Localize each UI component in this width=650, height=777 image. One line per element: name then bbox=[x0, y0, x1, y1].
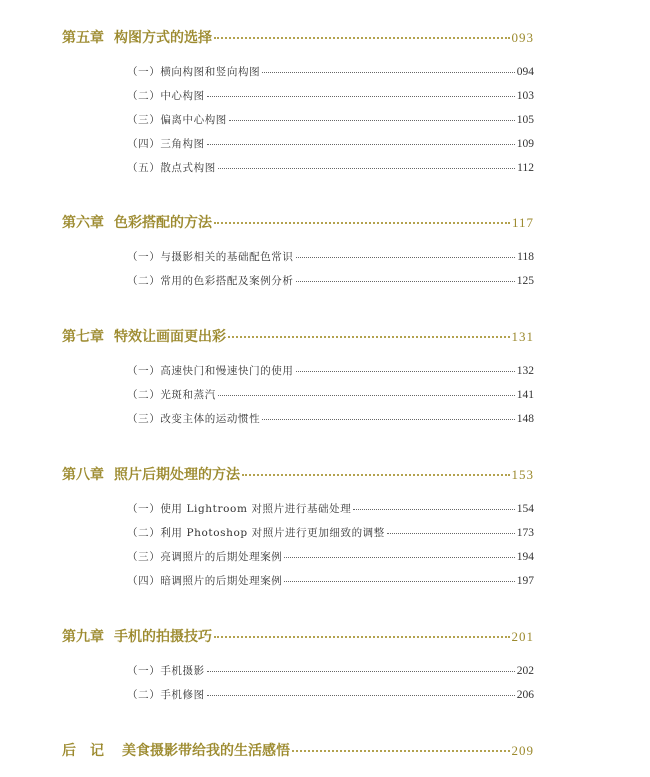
dot-leader bbox=[353, 508, 514, 510]
section-page-number: 118 bbox=[517, 251, 534, 263]
dot-leader bbox=[284, 556, 514, 558]
section-title: 亮调照片的后期处理案例 bbox=[160, 551, 283, 563]
chapter-label: 第五章 bbox=[62, 30, 104, 46]
section-entry[interactable] bbox=[127, 64, 534, 80]
chapter-entry-6[interactable] bbox=[62, 212, 534, 232]
chapter-page-number: 117 bbox=[511, 215, 534, 230]
section-label: （五） bbox=[127, 162, 161, 174]
dot-leader bbox=[207, 694, 515, 696]
chapter-entry-5[interactable] bbox=[62, 27, 534, 47]
section-title: 手机摄影 bbox=[160, 665, 205, 677]
section-page-number: 109 bbox=[516, 138, 534, 150]
dot-leader bbox=[207, 670, 515, 672]
section-label: （一） bbox=[127, 503, 161, 515]
section-page-number: 094 bbox=[516, 66, 534, 78]
section-label: （一） bbox=[127, 365, 161, 377]
section-page-number: 125 bbox=[516, 275, 534, 287]
section-entry[interactable] bbox=[127, 88, 534, 104]
afterword-label: 后 记 bbox=[62, 743, 104, 759]
section-entry[interactable] bbox=[127, 273, 534, 289]
section-label: （一） bbox=[127, 251, 161, 263]
section-title: 三角构图 bbox=[160, 138, 205, 150]
dot-leader bbox=[387, 532, 515, 534]
section-title: 改变主体的运动惯性 bbox=[160, 413, 261, 425]
chapter-label: 第八章 bbox=[62, 467, 104, 483]
section-entry[interactable] bbox=[127, 525, 534, 541]
dot-leader bbox=[214, 36, 510, 39]
dot-leader bbox=[296, 280, 515, 282]
chapter-title: 色彩搭配的方法 bbox=[114, 215, 212, 231]
section-title: 散点式构图 bbox=[160, 162, 216, 174]
section-page-number: 202 bbox=[516, 665, 534, 677]
section-entry[interactable] bbox=[127, 160, 534, 176]
dot-leader bbox=[296, 256, 516, 258]
dot-leader bbox=[242, 473, 510, 476]
chapter-entry-8[interactable] bbox=[62, 464, 534, 484]
section-page-number: 154 bbox=[516, 503, 534, 515]
section-title: 高速快门和慢速快门的使用 bbox=[160, 365, 294, 377]
chapter-label: 第六章 bbox=[62, 215, 104, 231]
chapter-label: 第九章 bbox=[62, 629, 104, 645]
section-title: 暗调照片的后期处理案例 bbox=[160, 575, 283, 587]
section-label: （一） bbox=[127, 66, 161, 78]
chapter-title: 构图方式的选择 bbox=[114, 30, 212, 46]
section-page-number: 148 bbox=[516, 413, 534, 425]
section-page-number: 141 bbox=[516, 389, 534, 401]
dot-leader bbox=[207, 143, 515, 145]
section-entry[interactable] bbox=[127, 411, 534, 427]
chapter-entry-9[interactable] bbox=[62, 626, 534, 646]
section-label: （四） bbox=[127, 138, 161, 150]
chapter-page-number: 131 bbox=[511, 329, 534, 344]
section-entry[interactable] bbox=[127, 663, 534, 679]
section-label: （二） bbox=[127, 275, 161, 287]
section-entry[interactable] bbox=[127, 249, 534, 265]
section-title: 利用 Photoshop 对照片进行更加细致的调整 bbox=[160, 527, 385, 539]
section-label: （二） bbox=[127, 389, 161, 401]
section-label: （三） bbox=[127, 413, 161, 425]
section-page-number: 112 bbox=[517, 162, 534, 174]
section-title: 中心构图 bbox=[160, 90, 205, 102]
chapter-entry-7[interactable] bbox=[62, 326, 534, 346]
chapter-title: 照片后期处理的方法 bbox=[114, 467, 240, 483]
section-label: （四） bbox=[127, 575, 161, 587]
section-label: （二） bbox=[127, 527, 161, 539]
section-entry[interactable] bbox=[127, 687, 534, 703]
dot-leader bbox=[218, 394, 515, 396]
section-page-number: 194 bbox=[516, 551, 534, 563]
section-label: （三） bbox=[127, 114, 161, 126]
chapter-label: 第七章 bbox=[62, 329, 104, 345]
dot-leader bbox=[262, 418, 515, 420]
section-page-number: 103 bbox=[516, 90, 534, 102]
section-page-number: 132 bbox=[516, 365, 534, 377]
chapter-page-number: 093 bbox=[511, 30, 534, 45]
afterword-page-number: 209 bbox=[511, 743, 534, 758]
afterword-title: 美食摄影带给我的生活感悟 bbox=[122, 743, 290, 759]
section-entry[interactable] bbox=[127, 387, 534, 403]
section-page-number: 173 bbox=[516, 527, 534, 539]
section-title: 使用 Lightroom 对照片进行基础处理 bbox=[160, 503, 352, 515]
section-label: （一） bbox=[127, 665, 161, 677]
section-title: 光斑和蒸汽 bbox=[160, 389, 216, 401]
dot-leader bbox=[229, 119, 515, 121]
section-entry[interactable] bbox=[127, 501, 534, 517]
section-entry[interactable] bbox=[127, 573, 534, 589]
chapter-page-number: 201 bbox=[511, 629, 534, 644]
dot-leader bbox=[218, 167, 515, 169]
section-title: 与摄影相关的基础配色常识 bbox=[160, 251, 294, 263]
section-title: 手机修图 bbox=[160, 689, 205, 701]
section-page-number: 105 bbox=[516, 114, 534, 126]
section-entry[interactable] bbox=[127, 112, 534, 128]
section-title: 偏离中心构图 bbox=[160, 114, 227, 126]
section-label: （三） bbox=[127, 551, 161, 563]
afterword-entry[interactable] bbox=[62, 740, 534, 760]
section-page-number: 197 bbox=[516, 575, 534, 587]
dot-leader bbox=[228, 335, 510, 338]
section-title: 常用的色彩搭配及案例分析 bbox=[160, 275, 294, 287]
section-entry[interactable] bbox=[127, 363, 534, 379]
section-title: 横向构图和竖向构图 bbox=[160, 66, 261, 78]
dot-leader bbox=[296, 370, 515, 372]
dot-leader bbox=[284, 580, 514, 582]
chapter-title: 手机的拍摄技巧 bbox=[114, 629, 212, 645]
dot-leader bbox=[214, 221, 510, 224]
section-entry[interactable] bbox=[127, 549, 534, 565]
dot-leader bbox=[292, 749, 510, 752]
dot-leader bbox=[214, 635, 510, 638]
section-entry[interactable] bbox=[127, 136, 534, 152]
dot-leader bbox=[207, 95, 515, 97]
section-label: （二） bbox=[127, 689, 161, 701]
chapter-title: 特效让画面更出彩 bbox=[114, 329, 226, 345]
chapter-page-number: 153 bbox=[511, 467, 534, 482]
section-page-number: 206 bbox=[516, 689, 534, 701]
section-label: （二） bbox=[127, 90, 161, 102]
dot-leader bbox=[262, 71, 515, 73]
